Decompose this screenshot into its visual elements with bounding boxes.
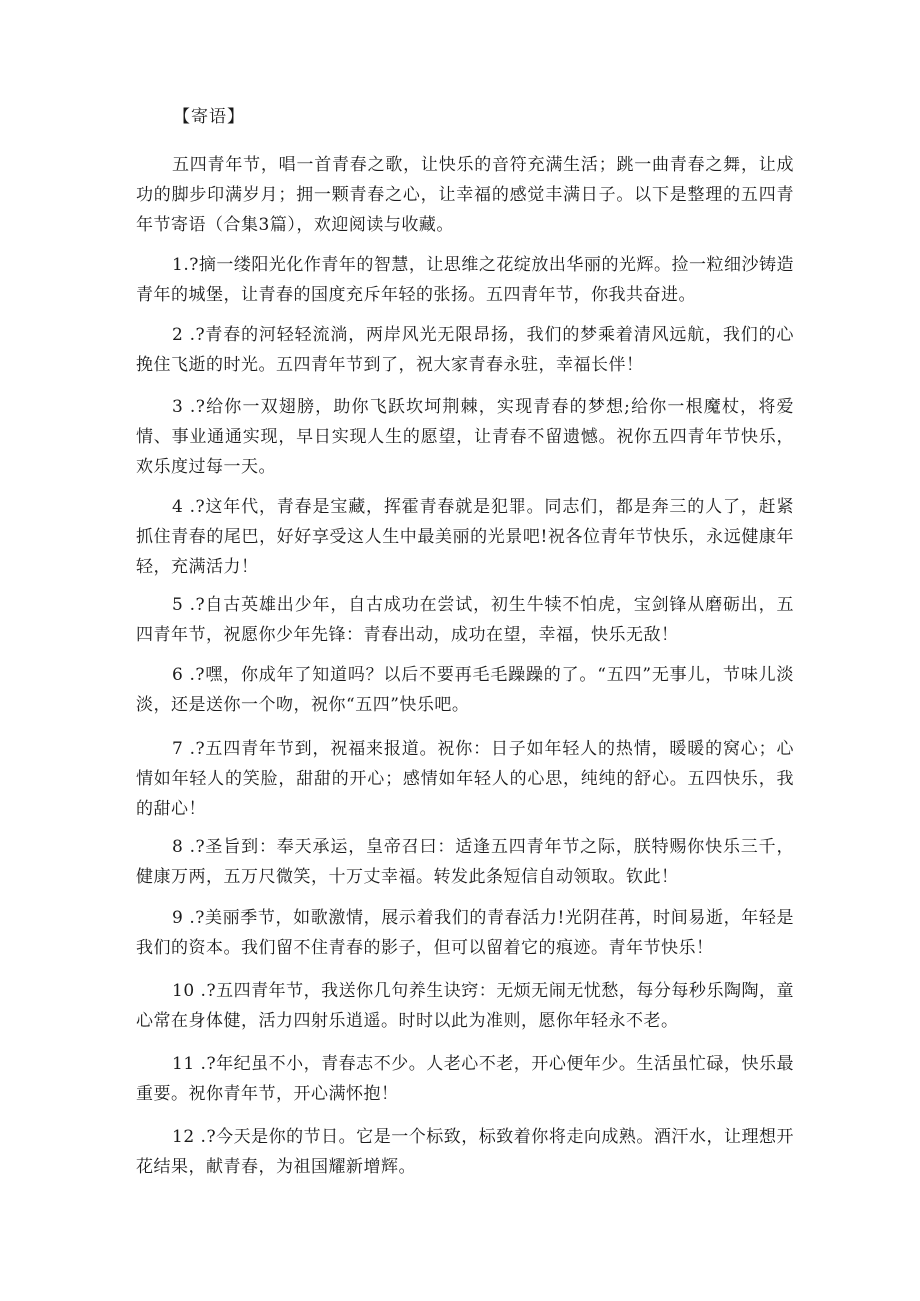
greeting-item-1: 1.?摘一缕阳光化作青年的智慧，让思维之花绽放出华丽的光辉。捡一粒细沙铸造青年的城堡，让青春的国度充斥年轻的张扬。五四青年节，你我共奋进。 xyxy=(136,255,794,305)
greeting-item-5: 5 .?自古英雄出少年，自古成功在尝试，初生牛犊不怕虎，宝剑锋从磨砺出，五四青年节，祝愿你少年先锋：青春出动，成功在望，幸福，快乐无敌！ xyxy=(136,595,794,645)
greeting-item-7: 7 .?五四青年节到，祝福来报道。祝你：日子如年轻人的热情，暖暖的窝心；心情如年轻人的笑脸，甜甜的开心；感情如年轻人的心思，纯纯的舒心。五四快乐，我的甜心！ xyxy=(136,739,794,819)
intro-paragraph: 五四青年节，唱一首青春之歌，让快乐的音符充满生活；跳一曲青春之舞，让成功的脚步印满岁月；拥一颗青春之心，让幸福的感觉丰满日子。以下是整理的五四青年节寄语（合集3篇），欢迎阅读与收藏。 xyxy=(136,155,794,235)
greeting-item-2: 2 .?青春的河轻轻流淌，两岸风光无限昂扬，我们的梦乘着清风远航，我们的心挽住飞逝的时光。五四青年节到了，祝大家青春永驻，幸福长伴！ xyxy=(136,325,794,375)
greeting-item-11: 11 .?年纪虽不小，青春志不少。人老心不老，开心便年少。生活虽忙碌，快乐最重要。祝你青年节，开心满怀抱！ xyxy=(136,1054,794,1104)
greeting-item-8: 8 .?圣旨到：奉天承运，皇帝召曰：适逢五四青年节之际，朕特赐你快乐三千，健康万两，五万尺微笑，十万丈幸福。转发此条短信自动领取。钦此！ xyxy=(136,837,794,887)
greeting-item-6: 6 .?嘿，你成年了知道吗？以后不要再毛毛躁躁的了。“五四”无事儿，节味儿淡淡，还是送你一个吻，祝你“五四”快乐吧。 xyxy=(136,665,794,715)
greeting-item-10: 10 .?五四青年节，我送你几句养生诀窍：无烦无闹无忧愁，每分每秒乐陶陶，童心常在身体健，活力四射乐逍遥。时时以此为准则，愿你年轻永不老。 xyxy=(136,981,794,1031)
greeting-item-3: 3 .?给你一双翅膀，助你飞跃坎坷荆棘，实现青春的梦想;给你一根魔杖，将爱情、事业通通实现，早日实现人生的愿望，让青春不留遗憾。祝你五四青年节快乐，欢乐度过每一天。 xyxy=(136,397,794,477)
greeting-item-12: 12 .?今天是你的节日。它是一个标致，标致着你将走向成熟。酒汗水，让理想开花结果，献青春，为祖国耀新增辉。 xyxy=(136,1127,794,1177)
section-heading: 【寄语】 xyxy=(173,107,245,127)
greeting-item-9: 9 .?美丽季节，如歌激情，展示着我们的青春活力!光阴荏苒，时间易逝，年轻是我们的资本。我们留不住青春的影子，但可以留着它的痕迹。青年节快乐！ xyxy=(136,908,794,958)
greeting-item-4: 4 .?这年代，青春是宝藏，挥霍青春就是犯罪。同志们，都是奔三的人了，赶紧抓住青春的尾巴，好好享受这人生中最美丽的光景吧!祝各位青年节快乐，永远健康年轻，充满活力！ xyxy=(136,497,794,577)
